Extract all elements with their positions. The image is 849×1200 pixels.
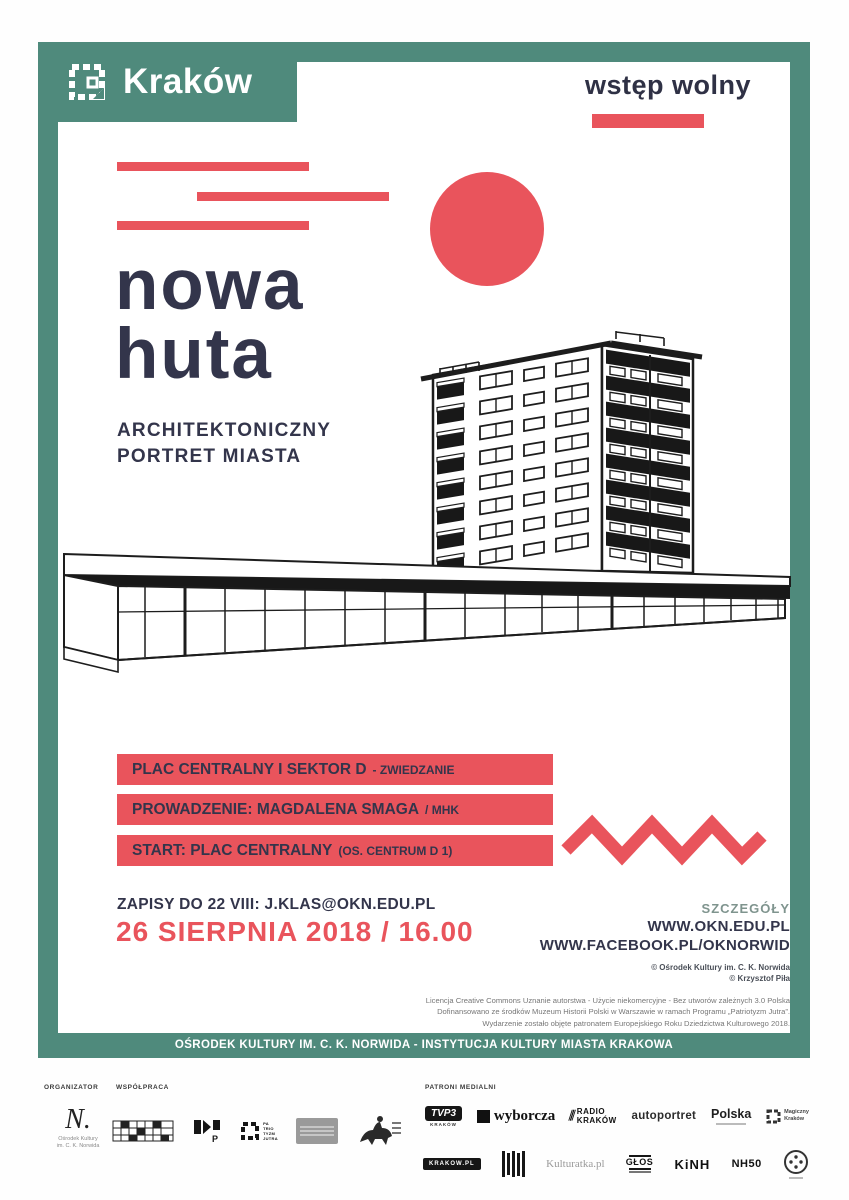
horse-rider-logo xyxy=(356,1114,402,1148)
mhk-crown-logo xyxy=(192,1118,222,1144)
patriotyzm-line: JUTRA xyxy=(263,1136,278,1141)
wyborcza-square-icon xyxy=(477,1110,490,1123)
polska-text: Polska xyxy=(711,1107,752,1121)
decor-line-1 xyxy=(117,162,309,171)
nh50-logo: NH50 xyxy=(731,1158,762,1170)
organizer-caption-1: Ośrodek Kultury xyxy=(58,1136,98,1142)
krakow-logo-icon xyxy=(66,61,108,103)
license-line-1: Licencja Creative Commons Uznanie autorstwa - Użycie niekomercyjne - Bez utworów zależnych 3.0 Polska xyxy=(425,996,790,1005)
krakow-badge xyxy=(38,42,297,122)
dots-circle-caption xyxy=(789,1177,803,1179)
event-bar-route-sub: - ZWIEDZANIE xyxy=(372,763,455,777)
grid-museum-logo xyxy=(112,1120,174,1142)
polska-logo xyxy=(711,1107,751,1125)
radio-hash-icon: 𝄁𝄁 xyxy=(567,1108,577,1123)
event-bar-guide-main: PROWADZENIE: MAGDALENA SMAGA xyxy=(132,801,420,818)
patriotyzm-jutra-logo xyxy=(240,1121,278,1141)
decor-red-circle xyxy=(430,172,544,286)
kinh-logo: KiNH xyxy=(674,1156,711,1172)
admission-underline xyxy=(592,114,704,128)
krakow-badge-label: Kraków xyxy=(123,62,253,101)
dots-circle-icon xyxy=(783,1149,809,1175)
organizer-label: ORGANIZATOR xyxy=(44,1084,99,1091)
decor-line-3 xyxy=(117,221,309,230)
magiczny-square-icon xyxy=(766,1109,781,1124)
license-line-2: Dofinansowano ze środków Muzeum Historii Polski w Warszawie w ramach Programu „Patriotyzm Jutra”. xyxy=(437,1007,790,1017)
magiczny-line-1: Magiczny xyxy=(784,1108,809,1115)
title-line-1: nowa xyxy=(115,246,305,325)
norwid-n-mark: N. xyxy=(65,1104,91,1135)
tvp3-sub: KRAKÓW xyxy=(430,1121,457,1127)
event-bar-start-sub: (OS. CENTRUM D 1) xyxy=(338,844,453,858)
license-line-3: Wydarzenie zostało objęte patronatem Europejskiego Roku Dziedzictwa Kulturowego 2018. xyxy=(482,1018,790,1028)
radio-line-2: KRAKÓW xyxy=(576,1116,617,1125)
tvp3-text: TVP3 xyxy=(425,1106,462,1121)
event-bar-start xyxy=(117,835,553,866)
cooperation-label: WSPÓŁPRACA xyxy=(116,1084,169,1091)
copyright-line-1: © Ośrodek Kultury im. C. K. Norwida xyxy=(651,963,790,972)
decor-zigzag xyxy=(560,812,770,868)
gray-box-logo xyxy=(296,1118,338,1144)
tvp3-krakow-logo xyxy=(425,1106,462,1127)
details-website: WWW.OKN.EDU.PL xyxy=(647,918,790,935)
copyright-block xyxy=(651,963,790,985)
magiczny-line-2: Kraków xyxy=(784,1116,805,1122)
patriotyzm-line: TRIO xyxy=(263,1126,274,1131)
details-label: SZCZEGÓŁY xyxy=(701,901,790,916)
organizer-logo xyxy=(46,1106,110,1150)
media-patrons-row-2 xyxy=(423,1143,809,1185)
organizer-caption-2: im. C. K. Norwida xyxy=(56,1143,100,1150)
footer-banner: OŚRODEK KULTURY IM. C. K. NORWIDA - INSTYTUCJA KULTURY MIASTA KRAKOWA xyxy=(38,1033,810,1058)
copyright-line-2: © Krzysztof Piła xyxy=(729,973,790,983)
barcode-logo xyxy=(502,1151,525,1177)
admission-text: wstęp wolny xyxy=(585,70,752,100)
radio-line-1: RADIO xyxy=(576,1106,606,1116)
patriotyzm-line: PA xyxy=(263,1121,269,1126)
event-bar-route xyxy=(117,754,553,785)
title-line-2: huta xyxy=(115,314,273,394)
kulturatka-logo: Kulturatka.pl xyxy=(546,1158,605,1170)
autoportret-logo: autoportret xyxy=(631,1110,697,1122)
dots-circle-logo xyxy=(783,1149,809,1179)
license-block xyxy=(270,995,790,1029)
radio-krakow-logo xyxy=(567,1106,617,1125)
patriotyzm-icon xyxy=(240,1121,260,1141)
event-datetime: 26 SIERPNIA 2018 / 16.00 xyxy=(116,916,474,947)
media-patrons-label: PATRONI MEDIALNI xyxy=(425,1084,497,1091)
patriotyzm-line: TYZM xyxy=(263,1131,276,1136)
media-patrons-row-1 xyxy=(425,1096,809,1136)
subtitle-line-1: ARCHITEKTONICZNY xyxy=(117,420,332,441)
details-block xyxy=(540,901,790,956)
decor-line-2 xyxy=(197,192,389,201)
building-illustration xyxy=(50,325,805,720)
polska-subline xyxy=(716,1123,746,1125)
svg-text:P: P xyxy=(212,1134,219,1144)
magiczny-krakow-logo xyxy=(766,1109,809,1124)
krakow-pl-logo: KRAKOW.PL xyxy=(423,1158,481,1170)
event-bar-guide xyxy=(117,794,553,825)
cooperation-logos xyxy=(112,1108,402,1154)
event-bar-start-main: START: PLAC CENTRALNY xyxy=(132,842,333,859)
wyborcza-logo xyxy=(477,1108,555,1125)
event-bar-guide-sub: / MHK xyxy=(425,803,460,817)
glos-logo xyxy=(626,1155,654,1173)
event-bar-route-main: PLAC CENTRALNY I SEKTOR D xyxy=(132,761,367,778)
glos-text: GŁOS xyxy=(625,1157,654,1167)
wyborcza-text: wyborcza xyxy=(493,1107,556,1124)
subtitle-line-2: PORTRET MIASTA xyxy=(117,445,302,467)
details-facebook: WWW.FACEBOOK.PL/OKNORWID xyxy=(539,936,790,954)
signup-text: ZAPISY DO 22 VIII: J.KLAS@OKN.EDU.PL xyxy=(117,896,436,913)
